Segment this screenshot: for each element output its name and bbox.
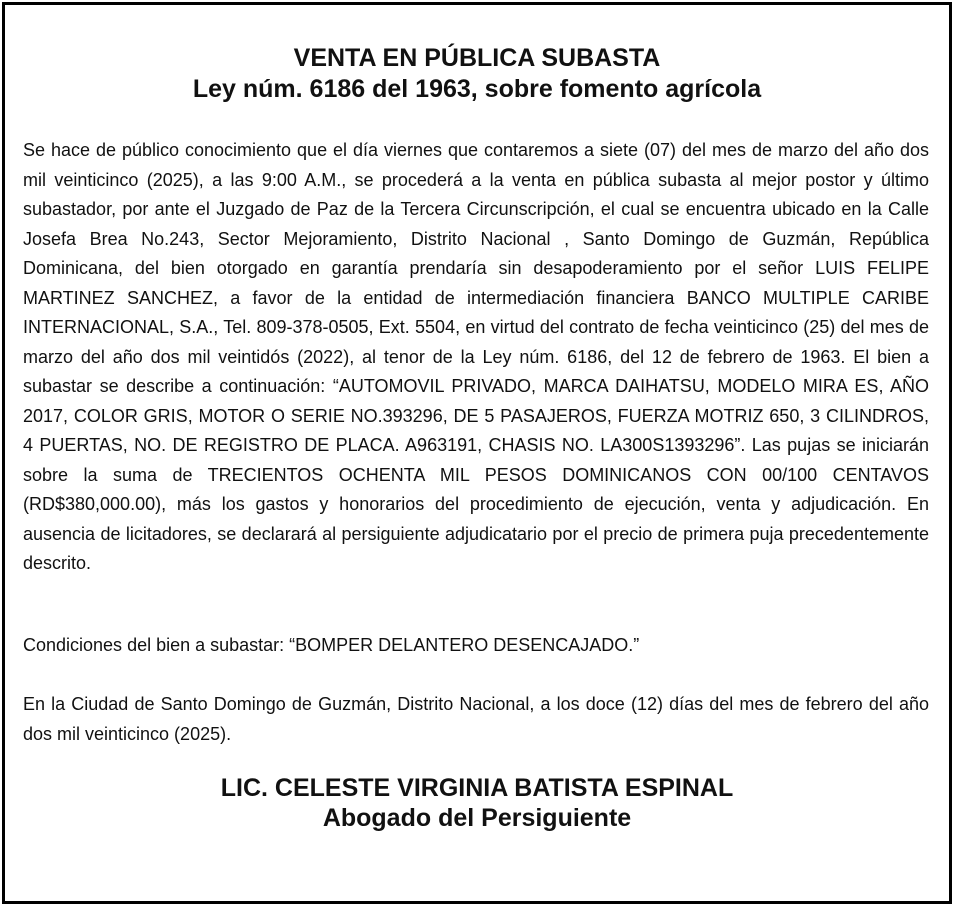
legal-notice: [2, 2, 952, 904]
notice-subtitle: Ley núm. 6186 del 1963, sobre fomento agrícola: [192, 75, 762, 103]
signature-block: [5, 773, 949, 833]
signature-role: Abogado del Persiguiente: [322, 804, 632, 832]
notice-date-paragraph: En la Ciudad de Santo Domingo de Guzmán, Distrito Nacional, a los doce (12) días del mes de febrero del año dos mil veinticinco (2025).: [23, 694, 929, 744]
notice-title: VENTA EN PÚBLICA SUBASTA: [293, 44, 661, 72]
notice-main-paragraph: Se hace de público conocimiento que el día viernes que contaremos a siete (07) del mes de marzo del año dos mil veinticinco (2025), a las 9:00 A.M., se procederá a la venta en pública subasta al mejor postor y último subastador, por ante el Juzgado de Paz de la Tercera Circunscripción, el cual se encuentra ubicado en la Calle Josefa Brea No.243, Sector Mejoramiento, Distrito Nacional , Santo Domingo de Guzmán, República Dominicana, del bien otorgado en garantía prendaría sin desapoderamiento por el señor LUIS FELIPE MARTINEZ SANCHEZ, a favor de la entidad de intermediación financiera BANCO MULTIPLE CARIBE INTERNACIONAL, S.A., Tel. 809-378-0505, Ext. 5504, en virtud del contrato de fecha veinticinco (25) del mes de marzo del año dos mil veintidós (2022), al tenor de la Ley núm. 6186, del 12 de febrero de 1963. El bien a subastar se describe a continuación: “AUTOMOVIL PRIVADO, MARCA DAIHATSU, MODELO MIRA ES, AÑO 2017, COLOR GRIS, MOTOR O SERIE NO.393296, DE 5 PASAJEROS, FUERZA MOTRIZ 650, 3 CILINDROS, 4 PUERTAS, NO. DE REGISTRO DE PLACA. A963191, CHASIS NO. LA300S1393296”. Las pujas se iniciarán sobre la suma de TRECIENTOS OCHENTA MIL PESOS DOMINICANOS CON 00/100 CENTAVOS (RD$380,000.00), más los gastos y honorarios del procedimiento de ejecución, venta y adjudicación. En ausencia de licitadores, se declarará al persiguiente adjudicatario por el precio de primera puja precedentemente descrito.: [23, 140, 929, 573]
notice-header: [5, 43, 949, 105]
notice-conditions-paragraph: Condiciones del bien a subastar: “BOMPER DELANTERO DESENCAJADO.”: [23, 635, 640, 655]
signature-name: LIC. CELESTE VIRGINIA BATISTA ESPINAL: [220, 774, 734, 802]
